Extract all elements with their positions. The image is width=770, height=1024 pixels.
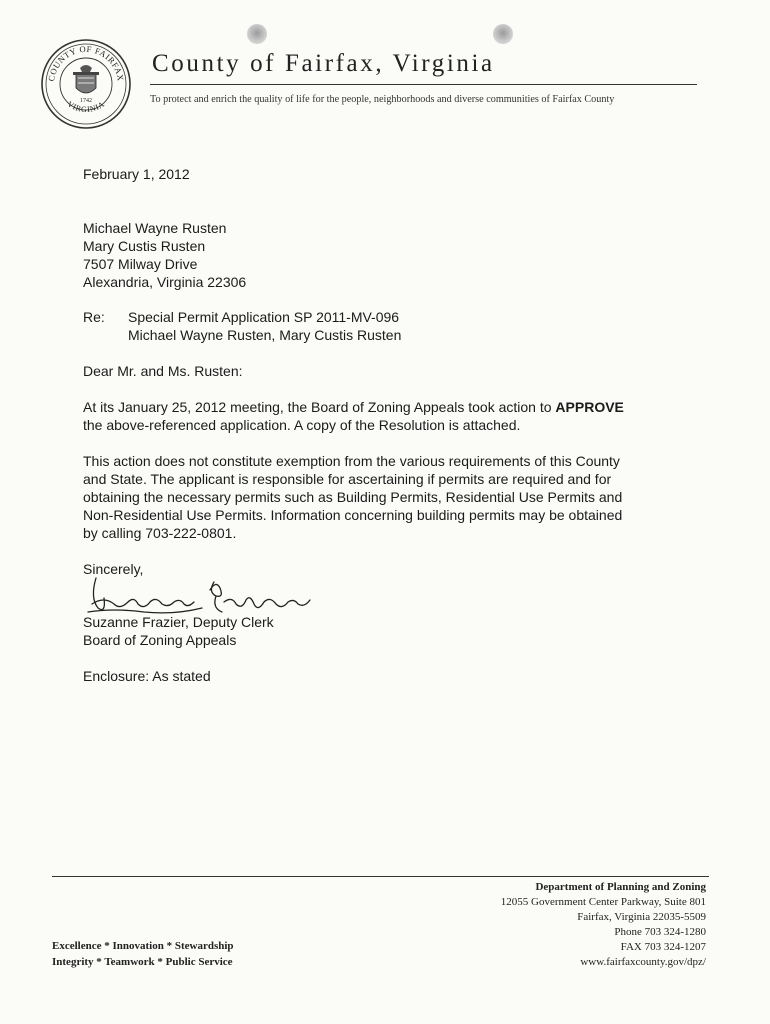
department-phone: Phone 703 324-1280 bbox=[614, 926, 706, 938]
signer-org: Board of Zoning Appeals bbox=[83, 632, 237, 648]
exemption-line: obtaining the necessary permits such as Building Permits, Residential Use Permits and bbox=[83, 489, 623, 505]
department-address-2: Fairfax, Virginia 22035-5509 bbox=[577, 911, 706, 923]
re-label: Re: bbox=[83, 309, 105, 325]
approval-emphasis: APPROVE bbox=[555, 399, 624, 415]
seal-top-text: COUNTY OF FAIRFAX bbox=[46, 43, 126, 82]
re-line: Special Permit Application SP 2011-MV-096 bbox=[128, 309, 400, 325]
department-fax: FAX 703 324-1207 bbox=[620, 941, 706, 953]
letter-date: February 1, 2012 bbox=[83, 166, 190, 182]
enclosure-note: Enclosure: As stated bbox=[83, 668, 211, 684]
paragraph-exemption bbox=[83, 452, 622, 542]
recipient-line: Michael Wayne Rusten bbox=[83, 220, 227, 236]
exemption-line: and State. The applicant is responsible for ascertaining if permits are required and for bbox=[83, 471, 612, 487]
punch-hole-left bbox=[247, 24, 267, 44]
seal-year: 1742 bbox=[80, 98, 92, 104]
header-divider bbox=[150, 84, 697, 85]
county-seal bbox=[40, 38, 132, 130]
re-lines bbox=[128, 308, 401, 344]
values-line-1: Excellence * Innovation * Stewardship bbox=[52, 940, 234, 952]
approval-line2: the above-referenced application. A copy of the Resolution is attached. bbox=[83, 417, 521, 433]
exemption-line: This action does not constitute exemption from the various requirements of this County bbox=[83, 453, 620, 469]
signer-name: Suzanne Frazier, Deputy Clerk bbox=[83, 614, 274, 630]
county-title: County of Fairfax, Virginia bbox=[152, 50, 495, 77]
exemption-line: Non-Residential Use Permits. Information concerning building permits may be obtained bbox=[83, 507, 623, 523]
department-address-1: 12055 Government Center Parkway, Suite 801 bbox=[500, 896, 706, 908]
closing: Sincerely, bbox=[83, 561, 144, 577]
salutation: Dear Mr. and Ms. Rusten: bbox=[83, 363, 243, 379]
footer-divider bbox=[52, 876, 709, 877]
seal-bottom-text: VIRGINIA bbox=[65, 99, 107, 115]
department-contact bbox=[501, 880, 706, 970]
values-line-2: Integrity * Teamwork * Public Service bbox=[52, 956, 233, 968]
punch-hole-right bbox=[493, 24, 513, 44]
recipient-line: Alexandria, Virginia 22306 bbox=[83, 274, 247, 290]
recipient-line: Mary Custis Rusten bbox=[83, 238, 206, 254]
re-line: Michael Wayne Rusten, Mary Custis Rusten bbox=[128, 327, 402, 343]
exemption-line: by calling 703-222-0801. bbox=[83, 525, 237, 541]
approval-text: At its January 25, 2012 meeting, the Board of Zoning Appeals took action to bbox=[83, 399, 556, 415]
recipient-line: 7507 Milway Drive bbox=[83, 256, 198, 272]
department-website[interactable]: www.fairfaxcounty.gov/dpz/ bbox=[580, 956, 706, 968]
signer-block bbox=[83, 613, 274, 649]
department-name: Department of Planning and Zoning bbox=[535, 881, 706, 893]
county-tagline: To protect and enrich the quality of life for the people, neighborhoods and diverse communities of Fairfax County bbox=[150, 94, 615, 105]
recipient-address bbox=[83, 219, 246, 291]
paragraph-approval bbox=[83, 398, 624, 434]
